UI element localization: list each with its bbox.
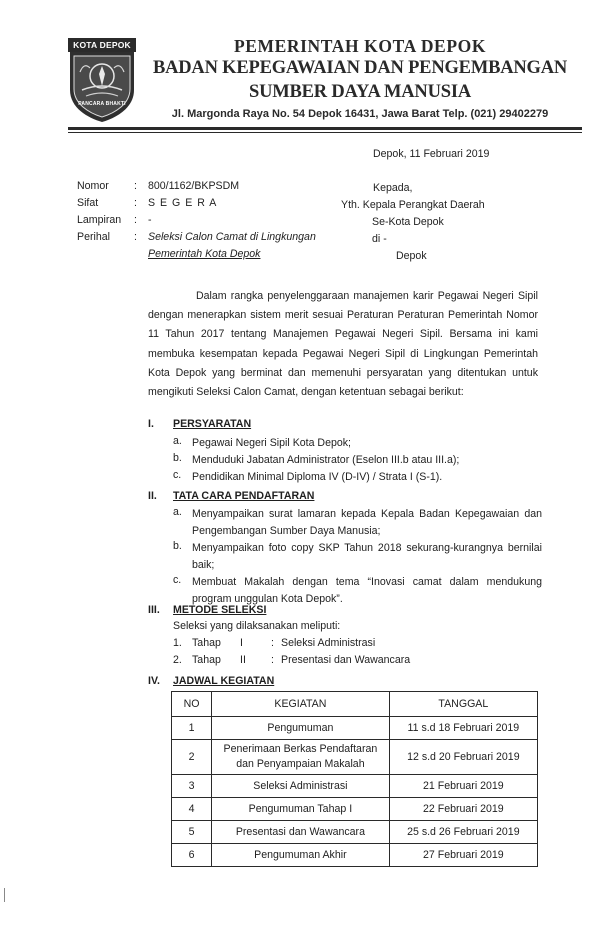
table-row [172, 844, 538, 867]
section-2-number: II. [148, 490, 157, 502]
row-no: 2 [172, 740, 212, 775]
table-header-row [172, 692, 538, 717]
requirement-item: Menduduki Jabatan Administrator (Eselon III.b atau III.a); [192, 454, 460, 466]
row-tanggal: 27 Februari 2019 [389, 844, 537, 867]
row-kegiatan: Pengumuman Akhir [212, 844, 390, 867]
row-tanggal: 22 Februari 2019 [389, 798, 537, 821]
letter-date: Depok, 11 Februari 2019 [373, 148, 490, 160]
shield-emblem-icon [68, 52, 136, 122]
header-divider-thick [68, 127, 582, 130]
schedule-table [171, 691, 538, 867]
row-tanggal: 11 s.d 18 Februari 2019 [389, 717, 537, 740]
lampiran-value: - [148, 214, 152, 226]
row-tanggal: 25 s.d 26 Februari 2019 [389, 821, 537, 844]
requirement-letter: a. [173, 435, 182, 447]
requirement-letter: b. [173, 452, 182, 464]
perihal-line1: Seleksi Calon Camat di Lingkungan [148, 231, 316, 243]
requirement-item: Pendidikan Minimal Diploma IV (D-IV) / Strata I (S-1). [192, 471, 443, 483]
kota-depok-logo [68, 38, 136, 122]
letterhead-government: PEMERINTAH KOTA DEPOK [233, 36, 487, 56]
stage-colon: : [271, 654, 274, 666]
stage-word: Tahap [192, 637, 221, 649]
perihal-line2: Pemerintah Kota Depok [148, 248, 261, 260]
stage-number: 2. [173, 654, 182, 666]
stage-description: Presentasi dan Wawancara [281, 654, 411, 666]
nomor-label: Nomor [77, 180, 109, 192]
lampiran-label: Lampiran [77, 214, 122, 226]
letterhead-address: Jl. Margonda Raya No. 54 Depok 16431, Jawa Barat Telp. (021) 29402279 [171, 108, 549, 120]
row-no: 4 [172, 798, 212, 821]
table-row [172, 717, 538, 740]
recipient-di: di - [372, 233, 387, 245]
requirement-item: Pegawai Negeri Sipil Kota Depok; [192, 437, 351, 449]
registration-item: Menyampaikan foto copy SKP Tahun 2018 sekurang-kurangnya bernilai baik; [192, 542, 542, 571]
nomor-colon: : [134, 180, 137, 192]
row-kegiatan: Pengumuman [212, 717, 390, 740]
registration-item: Membuat Makalah dengan tema “Inovasi camat dalam mendukung program unggulan Kota Depok”. [192, 576, 542, 605]
logo-motto: PANCARA BHAKTI [78, 101, 126, 107]
stage-roman: I [240, 637, 243, 649]
table-row [172, 798, 538, 821]
intro-paragraph: Dalam rangka penyelenggaraan manajemen karir Pegawai Negeri Sipil dengan menerapkan sistem merit sesuai Peraturan Peraturan Pemerintah Nomor 11 Tahun 2017 tentang Manajemen Pegawai Negeri Sipil. Bersama ini kami membuka kesempatan kepada Pegawai Negeri Sipil di Lingkungan Pemerintah Kota Depok yang berminat dan memenuhi persyaratan yang ditentukan untuk mengikuti Seleksi Calon Camat, dengan ketentuan sebagai berikut: [148, 290, 538, 399]
perihal-colon: : [134, 231, 137, 243]
registration-letter: b. [173, 540, 182, 552]
section-3-number: III. [148, 604, 160, 616]
recipient-title: Yth. Kepala Perangkat Daerah [341, 199, 485, 211]
stage-roman: II [240, 654, 246, 666]
scan-margin-mark [4, 888, 5, 902]
stage-number: 1. [173, 637, 182, 649]
logo-label: KOTA DEPOK [68, 38, 136, 52]
column-header-tanggal: TANGGAL [389, 692, 537, 717]
row-no: 3 [172, 775, 212, 798]
table-row [172, 821, 538, 844]
letterhead-agency-line1: BADAN KEPEGAWAIAN DAN PENGEMBANGAN [152, 58, 568, 78]
column-header-kegiatan: KEGIATAN [212, 692, 390, 717]
row-no: 5 [172, 821, 212, 844]
lampiran-colon: : [134, 214, 137, 226]
row-kegiatan: Presentasi dan Wawancara [212, 821, 390, 844]
section-1-title: PERSYARATAN [173, 418, 252, 430]
sifat-colon: : [134, 197, 137, 209]
sifat-value: S E G E R A [148, 197, 218, 209]
section-1-number: I. [148, 418, 154, 430]
row-kegiatan: Pengumuman Tahap I [212, 798, 390, 821]
table-row [172, 775, 538, 798]
row-no: 6 [172, 844, 212, 867]
section-2-title: TATA CARA PENDAFTARAN [173, 490, 315, 502]
registration-letter: c. [173, 574, 182, 586]
row-no: 1 [172, 717, 212, 740]
registration-item: Menyampaikan surat lamaran kepada Kepala Badan Kepegawaian dan Pengembangan Sumber Daya Manusia; [192, 508, 542, 537]
letterhead-agency-line2: SUMBER DAYA MANUSIA [248, 82, 471, 102]
row-tanggal: 21 Februari 2019 [389, 775, 537, 798]
section-4-number: IV. [148, 675, 160, 687]
nomor-value: 800/1162/BKPSDM [148, 180, 240, 192]
registration-letter: a. [173, 506, 182, 518]
stage-word: Tahap [192, 654, 221, 666]
sifat-label: Sifat [77, 197, 99, 209]
recipient-area: Se-Kota Depok [372, 216, 444, 228]
section-3-title: METODE SELEKSI [173, 604, 267, 616]
stage-description: Seleksi Administrasi [281, 637, 376, 649]
requirement-letter: c. [173, 469, 182, 481]
recipient-city: Depok [396, 250, 427, 262]
section-4-title: JADWAL KEGIATAN [173, 675, 275, 687]
row-kegiatan: Penerimaan Berkas Pendaftaran dan Penyampaian Makalah [212, 740, 390, 775]
row-tanggal: 12 s.d 20 Februari 2019 [389, 740, 537, 775]
recipient-kepada: Kepada, [373, 182, 413, 194]
perihal-label: Perihal [77, 231, 110, 243]
header-divider-thin [68, 132, 582, 133]
column-header-no: NO [172, 692, 212, 717]
selection-intro: Seleksi yang dilaksanakan meliputi: [173, 620, 341, 632]
stage-colon: : [271, 637, 274, 649]
row-kegiatan: Seleksi Administrasi [212, 775, 390, 798]
table-row [172, 740, 538, 775]
